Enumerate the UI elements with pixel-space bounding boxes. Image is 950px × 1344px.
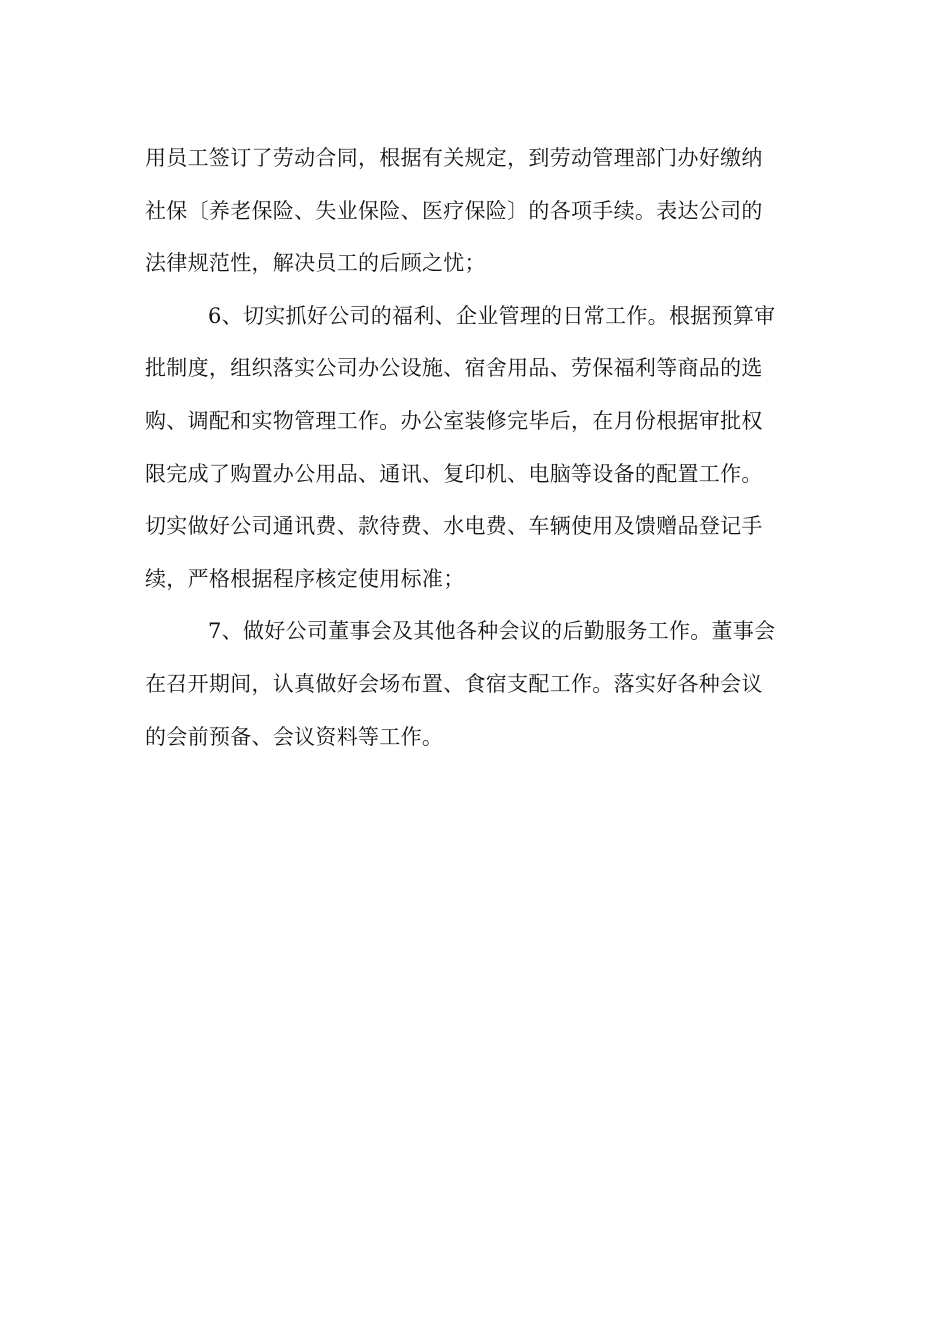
text-line: 购、调配和实物管理工作。办公室装修完毕后，在月份根据审批权 — [145, 408, 763, 433]
text-line: 法律规范性，解决员工的后顾之忧； — [145, 251, 486, 276]
paragraph-6-first-line: 6、切实抓好公司的福利、企业管理的日常工作。根据预算审 — [208, 303, 776, 328]
text-line: 限完成了购置办公用品、通讯、复印机、电脑等设备的配置工作。 — [145, 461, 763, 486]
text-line: 批制度，组织落实公司办公设施、宿舍用品、劳保福利等商品的选 — [145, 356, 763, 381]
text-line: 的会前预备、会议资料等工作。 — [145, 724, 444, 749]
text-line: 社保〔养老保险、失业保险、医疗保险〕的各项手续。表达公司的 — [145, 198, 763, 223]
text-line: 切实做好公司通讯费、款待费、水电费、车辆使用及馈赠品登记手 — [145, 514, 763, 539]
text-line: 在召开期间，认真做好会场布置、食宿支配工作。落实好各种会议 — [145, 671, 763, 696]
paragraph-7-first-line: 7、做好公司董事会及其他各种会议的后勤服务工作。董事会 — [208, 619, 776, 644]
document-body — [145, 132, 807, 763]
text-line: 续，严格根据程序核定使用标准； — [145, 566, 465, 591]
text-line: 用员工签订了劳动合同，根据有关规定，到劳动管理部门办好缴纳 — [145, 146, 763, 170]
